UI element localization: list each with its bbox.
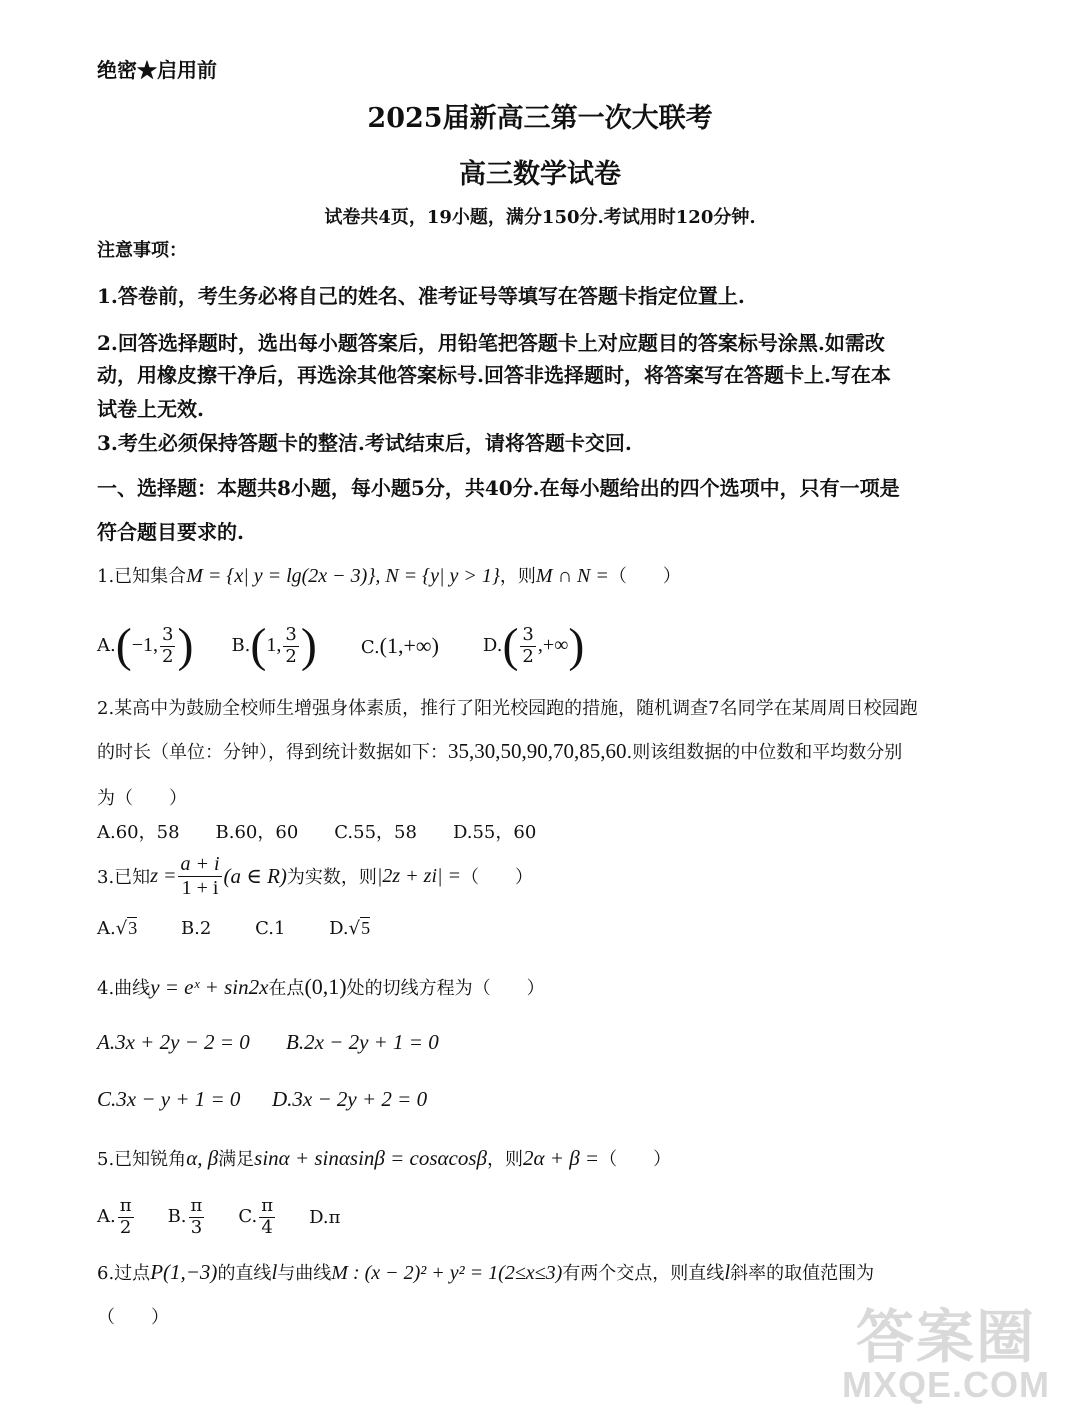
- fraction: [160, 625, 175, 667]
- q4-option-d-text: D.3x − 2y + 2 = 0: [272, 1087, 428, 1111]
- fraction-num: 3: [285, 623, 297, 645]
- q5-option-c: [238, 1196, 277, 1238]
- paren-close: ): [300, 619, 317, 672]
- q5-option-b-label: B.: [167, 1206, 187, 1227]
- q1-sets: M = {x| y = lg(2x − 3)}, N = {y| y > 1}: [186, 565, 500, 587]
- fraction-num: 3: [162, 623, 174, 645]
- q5-option-a: [97, 1196, 136, 1238]
- fraction: [520, 625, 535, 667]
- q4-mid: 在点: [268, 978, 305, 999]
- question-1: [97, 562, 681, 588]
- q3-option-c: C.1: [255, 918, 286, 939]
- q2-line-2-suffix: .则该组数据的中位数和平均数分别: [626, 742, 903, 763]
- q6-mid-2: 与曲线: [277, 1263, 332, 1284]
- q2-data: 35,30,50,90,70,85,60: [448, 739, 627, 763]
- q5-option-d: D.π: [309, 1206, 341, 1228]
- fraction-den: 2: [522, 645, 534, 667]
- question-6: [97, 1259, 874, 1285]
- notice-heading: 注意事项：: [97, 240, 187, 261]
- q5-option-c-label: C.: [238, 1206, 258, 1227]
- q2-options: A.60，58 B.60，60 C.55，58 D.55，60: [97, 822, 537, 843]
- q4-option-d: [272, 1087, 427, 1112]
- q3-option-b: B.2: [180, 918, 212, 939]
- q3-blank: （ ）: [461, 867, 534, 888]
- q3-option-d: D.√5: [329, 918, 371, 939]
- fraction-num: π: [190, 1194, 203, 1216]
- notice-item-2-line-2: 动，用橡皮擦干净后，再选涂其他答案标号.回答非选择题时，将答案写在答题卡上.写在本: [97, 363, 891, 387]
- q1-option-d-label: D.: [482, 635, 503, 656]
- question-5: [97, 1145, 671, 1171]
- q1-option-b-label: B.: [231, 635, 251, 656]
- exam-title: 2025届新高三第一次大联考: [367, 103, 713, 134]
- q6-suffix: 斜率的取值范围为: [730, 1263, 875, 1284]
- paren-open: (: [115, 619, 132, 672]
- q2-line-2: [97, 738, 902, 764]
- fraction: [118, 1196, 134, 1238]
- q2-line-1: 2.某高中为鼓励全校师生增强身体素质，推行了阳光校园跑的措施，随机调查7名同学在某周周日校园跑: [97, 698, 918, 719]
- q5-suffix: ，则: [487, 1149, 524, 1170]
- q5-equation: sinα + sinαsinβ = cosαcosβ: [254, 1146, 488, 1170]
- q2-line-2-prefix: 的时长（单位：分钟），得到统计数据如下：: [97, 742, 448, 763]
- q1-option-a: [97, 619, 194, 672]
- q6-curve: M : (x − 2)² + y² = 1(2≤x≤3): [331, 1262, 563, 1284]
- sqrt-radicand: 3: [128, 918, 138, 938]
- fraction-num: 3: [522, 623, 534, 645]
- q5-prefix: 5.已知锐角: [97, 1149, 187, 1170]
- section-heading-line-1: 一、选择题：本题共8小题，每小题5分，共40分.在每小题给出的四个选项中，只有一项是: [97, 476, 900, 500]
- q5-options: [97, 1190, 340, 1244]
- notice-item-2-line-1: 2.回答选择题时，选出每小题答案后，用铅笔把答题卡上对应题目的答案标号涂黑.如需改: [97, 331, 885, 355]
- q2-line-3: 为（ ）: [97, 788, 187, 809]
- fraction: [259, 1196, 275, 1238]
- q3-option-a: A.√3: [97, 918, 138, 939]
- fraction-num: π: [261, 1194, 274, 1216]
- paren-close: ): [177, 619, 194, 672]
- fraction-den: 1 + i: [181, 876, 219, 899]
- notice-item-2-line-3: 试卷上无效.: [97, 397, 204, 421]
- paren-open: (: [502, 619, 519, 672]
- q5-mid: 满足: [218, 1149, 255, 1170]
- q4-option-c: [97, 1087, 240, 1112]
- question-4: [97, 974, 545, 1000]
- q4-curve: y = eˣ + sin2x: [150, 975, 269, 999]
- q4-option-c-text: C.3x − y + 1 = 0: [97, 1087, 241, 1111]
- q6-line-var-2: l: [724, 1260, 731, 1284]
- q4-option-a: [97, 1030, 250, 1055]
- fraction-den: 4: [261, 1216, 273, 1238]
- q3-condition: (a ∈ R): [223, 863, 287, 888]
- paren-open: (: [250, 619, 267, 672]
- q5-expr: 2α + β =: [523, 1146, 600, 1170]
- q1-option-c: [361, 633, 439, 659]
- q4-prefix: 4.曲线: [97, 978, 151, 999]
- q1-option-a-left: −1,: [131, 634, 158, 656]
- q3-prefix: 3.已知: [97, 867, 151, 888]
- q3-options: [97, 918, 370, 939]
- q1-option-d-right: ,+∞: [537, 634, 569, 656]
- q6-prefix: 6.过点: [97, 1263, 151, 1284]
- watermark-bottom: MXQE.COM: [841, 1364, 1050, 1405]
- q3-z-eq: z =: [150, 864, 177, 887]
- secret-mark: 绝密★启用前: [97, 58, 217, 82]
- q5-angles: α, β: [186, 1146, 219, 1170]
- q1-option-b-left: 1,: [266, 634, 282, 656]
- fraction: [189, 1196, 205, 1238]
- q1-expr: M ∩ N =: [535, 565, 609, 587]
- q1-blank: （ ）: [608, 566, 681, 587]
- q4-option-a-text: A.3x + 2y − 2 = 0: [97, 1030, 250, 1054]
- q1-option-b: [231, 619, 317, 672]
- fraction: [283, 625, 298, 667]
- q6-blank: （ ）: [97, 1307, 169, 1328]
- fraction: [178, 853, 221, 900]
- sqrt-radicand: 5: [361, 918, 371, 938]
- q6-mid-3: 有两个交点，则直线: [562, 1263, 725, 1284]
- q4-suffix: 处的切线方程为（ ）: [346, 978, 545, 999]
- q1-option-a-label: A.: [97, 635, 116, 656]
- fraction-num: a + i: [180, 852, 220, 875]
- fraction-den: 2: [119, 1216, 132, 1238]
- q4-option-b: [286, 1030, 439, 1055]
- fraction-den: 2: [285, 645, 297, 667]
- fraction-den: 3: [190, 1216, 203, 1238]
- q1-option-d: [482, 619, 585, 672]
- notice-item-1: 1.答卷前，考生务必将自己的姓名、准考证号等填写在答题卡指定位置上.: [97, 284, 745, 308]
- q6-mid-1: 的直线: [217, 1263, 272, 1284]
- q4-option-b-text: B.2x − 2y + 1 = 0: [286, 1030, 439, 1054]
- fraction-den: 2: [162, 645, 174, 667]
- q1-prefix: 1.已知集合: [97, 566, 187, 587]
- q5-option-a-label: A.: [97, 1206, 116, 1227]
- watermark-top: 答案圈: [855, 1305, 1036, 1370]
- q3-option-d-label: D.: [329, 918, 349, 939]
- q6-line-var: l: [271, 1260, 278, 1284]
- question-3: [97, 850, 533, 902]
- q1-options: [97, 618, 584, 674]
- exam-subtitle: 高三数学试卷: [459, 159, 621, 190]
- q5-blank: （ ）: [599, 1149, 672, 1170]
- q4-point: (0,1): [304, 974, 347, 999]
- q1-option-c-text: (1,+∞): [379, 633, 439, 658]
- watermark-logo: [841, 1305, 1050, 1405]
- q1-suffix: ，则: [499, 566, 536, 587]
- paren-close: ): [568, 619, 585, 672]
- fraction-num: π: [119, 1194, 132, 1216]
- q6-point: P(1,−3): [150, 1260, 218, 1284]
- section-heading-line-2: 符合题目要求的.: [97, 520, 244, 544]
- q3-expr: |2z + zi| =: [376, 864, 462, 887]
- q5-option-b: [168, 1196, 207, 1238]
- q3-option-a-label: A.: [97, 918, 116, 939]
- notice-item-3: 3.考生必须保持答题卡的整洁.考试结束后，请将答题卡交回.: [97, 431, 632, 455]
- exam-info: 试卷共4页，19小题，满分150分.考试用时120分钟.: [324, 207, 756, 228]
- q1-option-c-label: C.: [360, 637, 380, 658]
- q3-mid: 为实数，则: [286, 867, 377, 888]
